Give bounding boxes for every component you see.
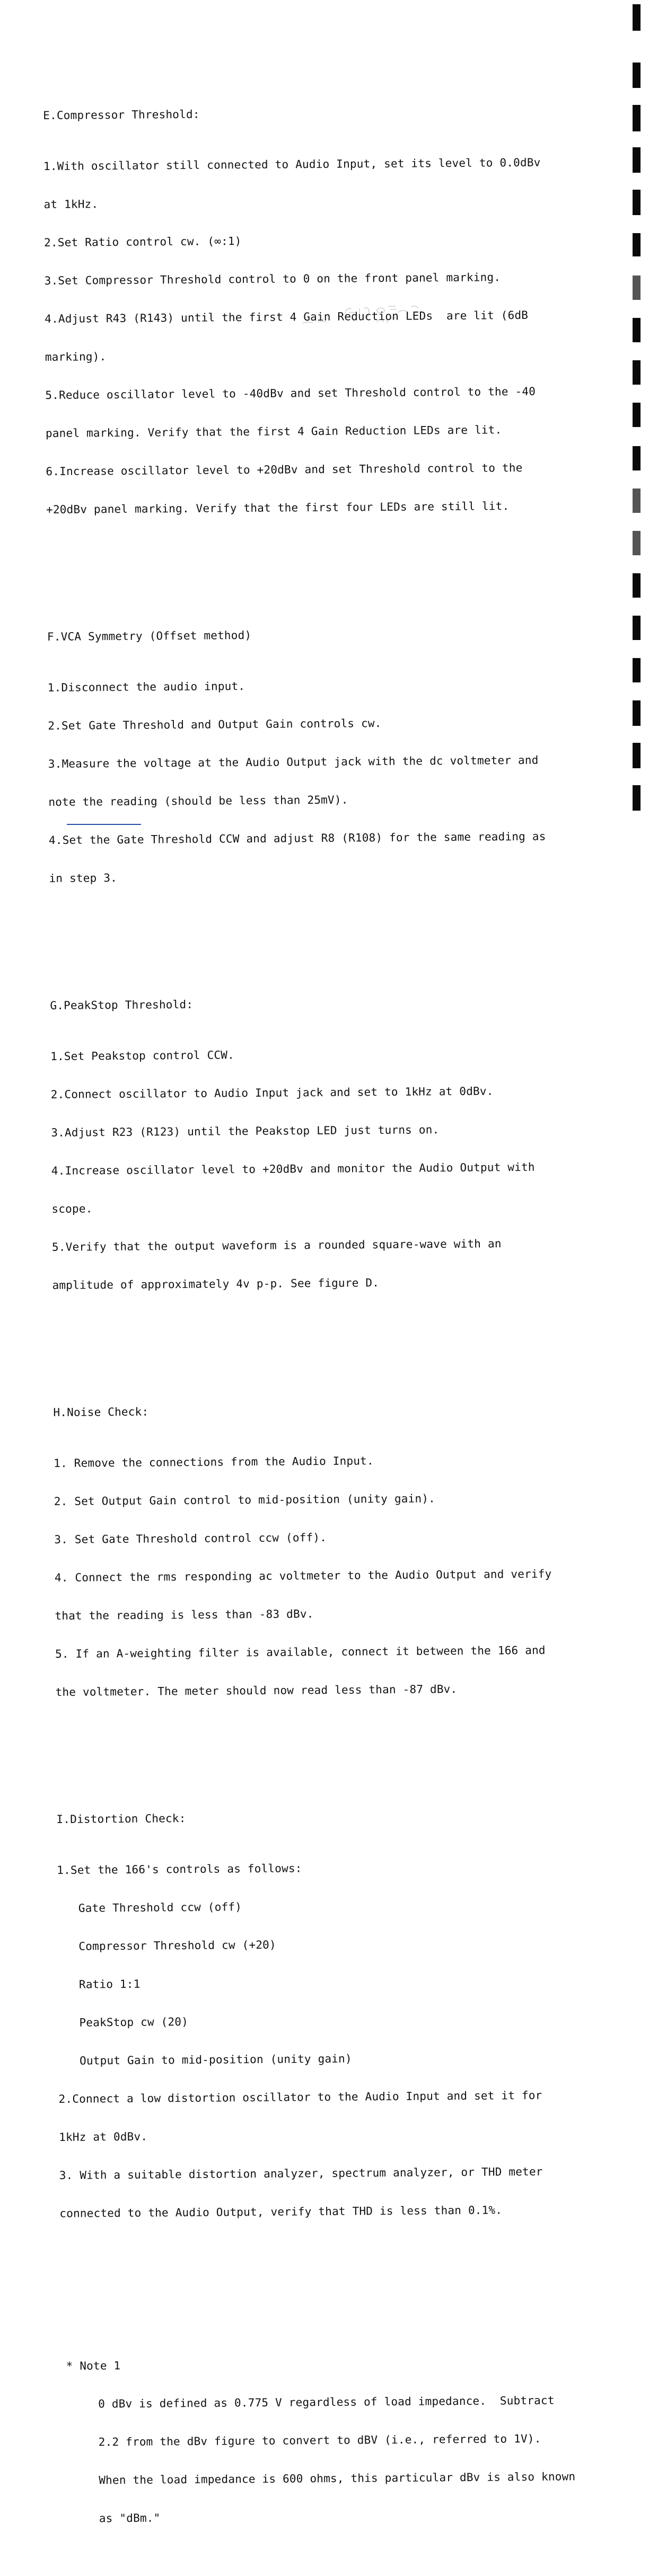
margin-bar (633, 4, 641, 31)
margin-bar (633, 105, 641, 131)
margin-bar (633, 446, 641, 470)
text-line: 3. With a suitable distortion analyzer, spectrum analyzer, or THD meter (59, 2165, 543, 2182)
text-line: 3.Measure the voltage at the Audio Output jack with the dc voltmeter and (48, 753, 539, 770)
control-setting-line: Compressor Threshold cw (+20) (78, 1938, 276, 1953)
text-line: 2.Connect oscillator to Audio Input jack and set to 1kHz at 0dBv. (50, 1085, 494, 1101)
footnote-line: 2.2 from the dBv figure to convert to dBV (i.e., referred to 1V). (98, 2432, 541, 2449)
section-heading: F.VCA Symmetry (Offset method) (47, 628, 252, 643)
control-setting-line: Ratio 1:1 (78, 1977, 141, 1991)
text-line: amplitude of approximately 4v p-p. See figure D. (52, 1276, 380, 1292)
footnote-line: 0 dBv is defined as 0.775 V regardless of load impedance. Subtract (98, 2394, 555, 2411)
margin-bar (633, 573, 641, 598)
footnote-title: * Note 1 (66, 2359, 121, 2373)
text-line: in step 3. (49, 871, 118, 885)
section-heading: H.Noise Check: (53, 1405, 149, 1419)
margin-bar (633, 190, 641, 215)
margin-bar (633, 403, 641, 427)
margin-bar (633, 785, 641, 811)
margin-bar (633, 658, 641, 682)
section-noise-check (53, 1376, 634, 1724)
margin-bar (633, 233, 641, 256)
margin-bar (633, 318, 641, 342)
text-line: 2.Connect a low distortion oscillator to the Audio Input and set it for (58, 2089, 542, 2106)
margin-bar (633, 276, 641, 300)
margin-bar (633, 616, 641, 640)
text-line: that the reading is less than -83 dBv. (55, 1607, 314, 1622)
margin-bar (633, 743, 641, 768)
section-heading: G.PeakStop Threshold: (50, 998, 194, 1012)
text-line: at 1kHz. (43, 198, 99, 211)
text-line: 1.Disconnect the audio input. (47, 680, 245, 694)
margin-bar (633, 63, 641, 88)
text-line: note the reading (should be less than 25mV). (48, 793, 348, 809)
margin-bar (633, 488, 641, 513)
text-line: connected to the Audio Output, verify that THD is less than 0.1%. (59, 2204, 503, 2220)
text-line: 1.With oscillator still connected to Audio Input, set its level to 0.0dBv (43, 156, 541, 173)
text-line: 1.Set Peakstop control CCW. (50, 1049, 235, 1063)
margin-bar (633, 531, 641, 555)
margin-bar (633, 700, 641, 726)
text-line: 2.Set Ratio control cw. (∞:1) (44, 235, 242, 249)
control-setting-line: Output Gain to mid-position (unity gain) (79, 2052, 352, 2067)
section-peakstop-threshold (50, 969, 630, 1317)
text-line: 4.Adjust R43 (R143) until the first 4 Gain Reduction LEDs are lit (6dB (45, 308, 529, 325)
footnote-rule (67, 824, 141, 825)
text-line: 4. Connect the rms responding ac voltmeter to the Audio Output and verify (54, 1567, 552, 1584)
text-line: scope. (51, 1202, 93, 1215)
text-line: 3.Set Compressor Threshold control to 0 on the front panel marking. (44, 271, 501, 287)
section-heading: I.Distortion Check: (56, 1811, 186, 1826)
text-line: the voltmeter. The meter should now read less than -87 dBv. (55, 1682, 458, 1699)
text-line: 4.Set the Gate Threshold CCW and adjust R8 (R108) for the same reading as (48, 830, 546, 847)
footnote-line: as "dBm." (99, 2511, 161, 2525)
text-line: 2. Set Output Gain control to mid-position (unity gain). (54, 1492, 436, 1508)
footnote (60, 2330, 640, 2551)
margin-bar (633, 147, 641, 173)
footnote-line: When the load impedance is 600 ohms, this particular dBv is also known (99, 2470, 576, 2487)
text-line: 1kHz at 0dBv. (59, 2130, 148, 2144)
document-body (42, 28, 641, 2575)
text-line: 5.Verify that the output waveform is a rounded square-wave with an (51, 1237, 502, 1254)
text-line: 1. Remove the connections from the Audio Input. (54, 1454, 374, 1470)
text-line: 2.Set Gate Threshold and Output Gain controls cw. (48, 717, 382, 732)
control-setting-line: Gate Threshold ccw (off) (78, 1900, 242, 1915)
text-line: 6.Increase oscillator level to +20dBv and set Threshold control to the (46, 461, 523, 478)
text-line: marking). (45, 350, 107, 363)
section-vca-symmetry (47, 600, 627, 910)
margin-bar (633, 360, 641, 385)
text-line: 4.Increase oscillator level to +20dBv and monitor the Audio Output with (51, 1160, 535, 1177)
text-line: 3.Adjust R23 (R123) until the Peakstop LED just turns on. (51, 1123, 440, 1139)
control-setting-line: PeakStop cw (20) (79, 2015, 189, 2029)
text-line: 3. Set Gate Threshold control ccw (off). (54, 1531, 327, 1546)
text-line: +20dBv panel marking. Verify that the first four LEDs are still lit. (46, 500, 510, 516)
text-line: panel marking. Verify that the first 4 Gain Reduction LEDs are lit. (45, 423, 502, 440)
pencil-scribble (297, 297, 456, 334)
section-heading: E.Compressor Threshold: (43, 108, 200, 122)
text-line: 1.Set the 166's controls as follows: (57, 1862, 302, 1877)
section-distortion-check (56, 1783, 638, 2245)
text-line: 5. If an A-weighting filter is available, connect it between the 166 and (55, 1644, 546, 1660)
text-line: 5.Reduce oscillator level to -40dBv and set Threshold control to the -40 (45, 385, 536, 402)
